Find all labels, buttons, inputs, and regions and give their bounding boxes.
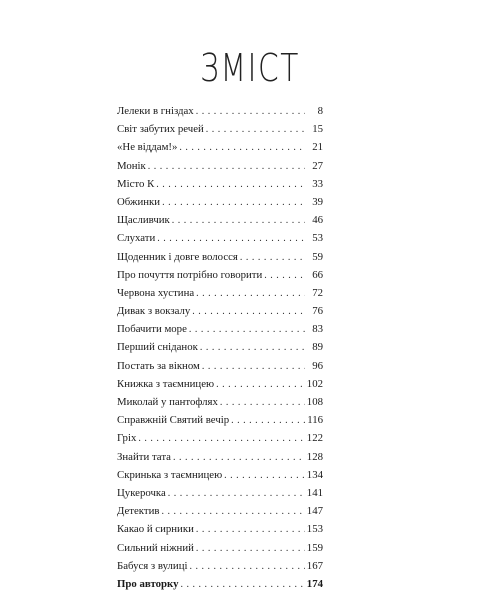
dot-leader: [148, 158, 305, 176]
dot-leader: [156, 176, 305, 194]
dot-leader: [220, 394, 305, 412]
dot-leader: [157, 230, 305, 248]
toc-entry-title: Щоденник і довге волосся: [117, 250, 238, 263]
toc-entry-page-number: 53: [312, 232, 323, 245]
toc-entry-title: Бабуся з вулиці: [117, 559, 188, 572]
toc-entry-page-number: 128: [306, 450, 323, 463]
toc-entry-title: Детектив: [117, 505, 160, 518]
dot-leader: [190, 558, 305, 576]
toc-entry-page-number: 39: [312, 195, 323, 208]
toc-entry-page-number: 102: [306, 377, 323, 390]
toc-entry: [117, 357, 323, 375]
toc-entry: [117, 302, 323, 320]
toc-entry: [117, 211, 323, 229]
toc-entry-title: Перший сніданок: [117, 341, 198, 354]
toc-entry: [117, 539, 323, 557]
toc-entry-title: Скринька з таємницею: [117, 468, 223, 481]
dot-leader: [196, 521, 305, 539]
toc-entry-title: Какао й сирники: [117, 523, 194, 536]
dot-leader: [172, 212, 305, 230]
toc-entry: [117, 575, 323, 593]
toc-entry-page-number: 21: [312, 141, 323, 154]
toc-entry: [117, 248, 323, 266]
dot-leader: [162, 503, 305, 521]
toc-entry: [117, 157, 323, 175]
toc-entry-page-number: 83: [312, 323, 323, 336]
dot-leader: [231, 412, 305, 430]
toc-entry-title: Щасливчик: [117, 214, 170, 227]
toc-entry-title: Про почуття потрібно говорити: [117, 268, 263, 281]
toc-entry: [117, 429, 323, 447]
toc-entry: [117, 466, 323, 484]
dot-leader: [224, 467, 305, 485]
toc-entry-title: Цукерочка: [117, 486, 166, 499]
toc-entry-page-number: 27: [312, 159, 323, 172]
dot-leader: [202, 358, 305, 376]
toc-entry-title: Червона хустина: [117, 286, 195, 299]
toc-entry-title: Місто К: [117, 177, 155, 190]
toc-entry-page-number: 159: [306, 541, 323, 554]
dot-leader: [196, 285, 305, 303]
toc-entry: [117, 266, 323, 284]
toc-entry-page-number: 66: [312, 268, 323, 281]
toc-entry-title: Дивак з вокзалу: [117, 305, 191, 318]
toc-entry: [117, 193, 323, 211]
dot-leader: [206, 121, 305, 139]
toc-entry-page-number: 46: [312, 214, 323, 227]
toc-entry-title: Монік: [117, 159, 146, 172]
toc-entry-page-number: 116: [307, 414, 323, 427]
dot-leader: [240, 249, 305, 267]
dot-leader: [196, 103, 305, 121]
toc-entry-page-number: 167: [306, 559, 323, 572]
toc-entry: [117, 338, 323, 356]
dot-leader: [189, 321, 305, 339]
toc-entry-title: Книжка з таємницею: [117, 377, 215, 390]
toc-entry-title: «Не віддам!»: [117, 141, 178, 154]
toc-entry-title: Гріх: [117, 432, 137, 445]
toc-entry-page-number: 59: [312, 250, 323, 263]
toc-entry-page-number: 33: [312, 177, 323, 190]
dot-leader: [162, 194, 305, 212]
dot-leader: [216, 376, 305, 394]
page-title: ЗМІСТ: [200, 46, 300, 90]
toc-entry-title: Миколай у пантофлях: [117, 396, 218, 408]
toc-entry: [117, 284, 323, 302]
toc-entry: [117, 557, 323, 575]
dot-leader: [181, 576, 305, 594]
toc-entry: [117, 229, 323, 247]
toc-entry-page-number: 122: [306, 432, 323, 445]
dot-leader: [196, 540, 305, 558]
toc-entry-page-number: 8: [317, 105, 323, 117]
toc-entry-page-number: 96: [312, 359, 323, 372]
toc-entry-page-number: 141: [306, 486, 323, 499]
toc-entry-page-number: 108: [306, 396, 323, 408]
toc-entry-title: Лелеки в гніздах: [117, 105, 194, 117]
dot-leader: [179, 139, 305, 157]
toc-entry-title: Побачити море: [117, 323, 187, 336]
toc-entry: [117, 411, 323, 429]
toc-entry-title: Постать за вікном: [117, 359, 200, 372]
toc-entry: [117, 102, 323, 120]
toc-entry-page-number: 15: [312, 123, 323, 136]
toc-entry-page-number: 134: [306, 468, 323, 481]
toc-entry: [117, 120, 323, 138]
toc-entry-title: Справжній Святий вечір: [117, 414, 230, 427]
toc-entry: [117, 320, 323, 338]
toc-entry-title: Обжинки: [117, 195, 161, 208]
toc-entry-title: Слухати: [117, 232, 156, 245]
toc-entry-page-number: 147: [306, 505, 323, 518]
toc-entry-page-number: 76: [312, 305, 323, 318]
toc-entry: [117, 448, 323, 466]
toc-entry: [117, 175, 323, 193]
dot-leader: [192, 303, 305, 321]
dot-leader: [264, 267, 305, 285]
toc-entry: [117, 393, 323, 411]
dot-leader: [138, 430, 304, 448]
toc-entry: [117, 138, 323, 156]
dot-leader: [173, 449, 305, 467]
toc-entry-title: Про авторку: [117, 577, 179, 590]
table-of-contents: [117, 102, 323, 593]
dot-leader: [168, 485, 305, 503]
toc-entry: [117, 520, 323, 538]
toc-entry-page-number: 153: [306, 523, 323, 536]
toc-entry: [117, 375, 323, 393]
dot-leader: [200, 339, 305, 357]
toc-entry-title: Сильний ніжний: [117, 541, 194, 554]
toc-entry-title: Світ забутих речей: [117, 123, 204, 136]
toc-entry: [117, 484, 323, 502]
toc-entry-page-number: 89: [312, 341, 323, 354]
toc-entry-page-number: 72: [312, 286, 323, 299]
toc-entry-title: Знайти тата: [117, 450, 171, 463]
toc-entry-page-number: 174: [306, 577, 323, 590]
toc-entry: [117, 502, 323, 520]
